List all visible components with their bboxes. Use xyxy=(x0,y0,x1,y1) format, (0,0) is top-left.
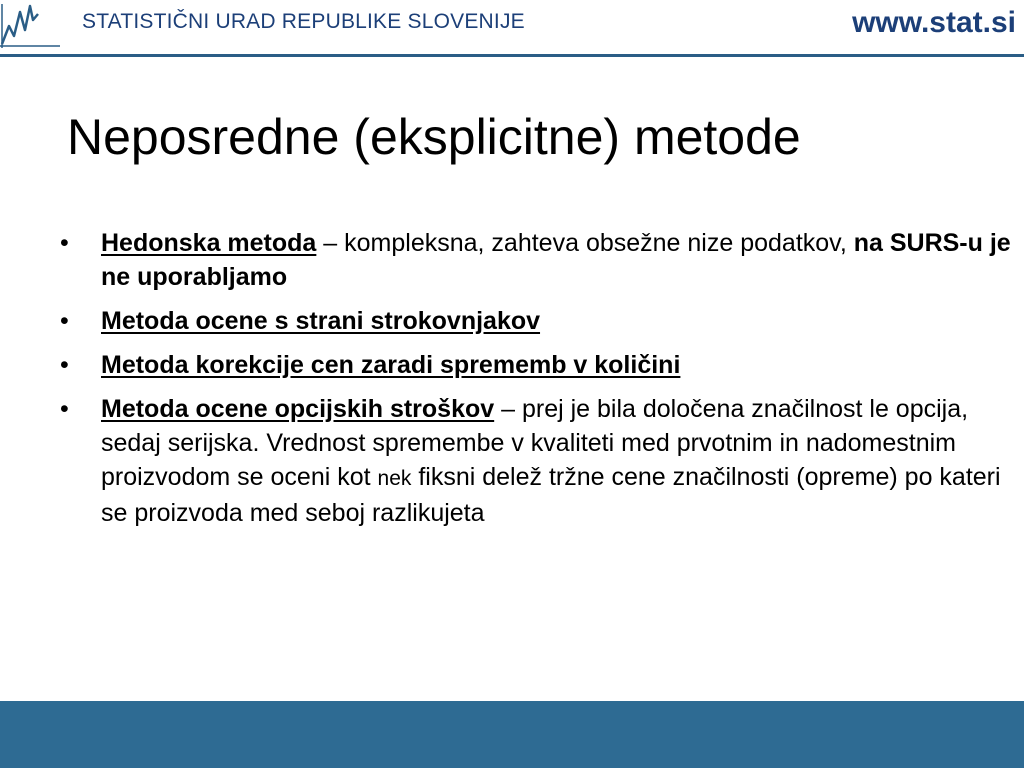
bullet-icon: • xyxy=(60,395,69,423)
website-link[interactable]: www.stat.si xyxy=(852,6,1016,39)
bullet-icon: • xyxy=(60,351,69,379)
list-item xyxy=(60,226,1015,294)
slide-header xyxy=(0,0,1024,56)
method-term: Metoda korekcije cen zaradi sprememb v količini xyxy=(101,351,681,379)
method-description: kompleksna, zahteva obsežne nize podatkov, xyxy=(344,229,854,257)
method-emphasis: na SURS-u je ne uporabljamo xyxy=(101,229,1011,291)
bullet-icon: • xyxy=(60,307,69,335)
list-item xyxy=(60,304,1015,338)
bullet-list xyxy=(60,226,1015,540)
method-term: Hedonska metoda xyxy=(101,229,317,257)
method-description-small: nek xyxy=(377,467,412,490)
list-item xyxy=(60,392,1015,530)
footer-band xyxy=(0,701,1024,768)
slide-title: Neposredne (eksplicitne) metode xyxy=(67,109,801,165)
dash: – xyxy=(316,229,345,257)
method-term: Metoda ocene opcijskih stroškov xyxy=(101,395,495,423)
bullet-icon: • xyxy=(60,229,69,257)
organization-name: STATISTIČNI URAD REPUBLIKE SLOVENIJE xyxy=(82,10,525,33)
list-item xyxy=(60,348,1015,382)
header-divider xyxy=(0,54,1024,57)
method-term: Metoda ocene s strani strokovnjakov xyxy=(101,307,541,335)
surs-logo-icon xyxy=(0,0,72,48)
method-description-continued: fiksni delež tržne cene značilnosti (opreme) po kateri se proizvoda med seboj razlikujeta xyxy=(101,463,1001,527)
method-description: – prej je bila določena značilnost le opcija, sedaj serijska. Vrednost spremembe v kvaliteti med prvotnim in nadomestnim proizvodom se oceni kot xyxy=(101,395,969,491)
